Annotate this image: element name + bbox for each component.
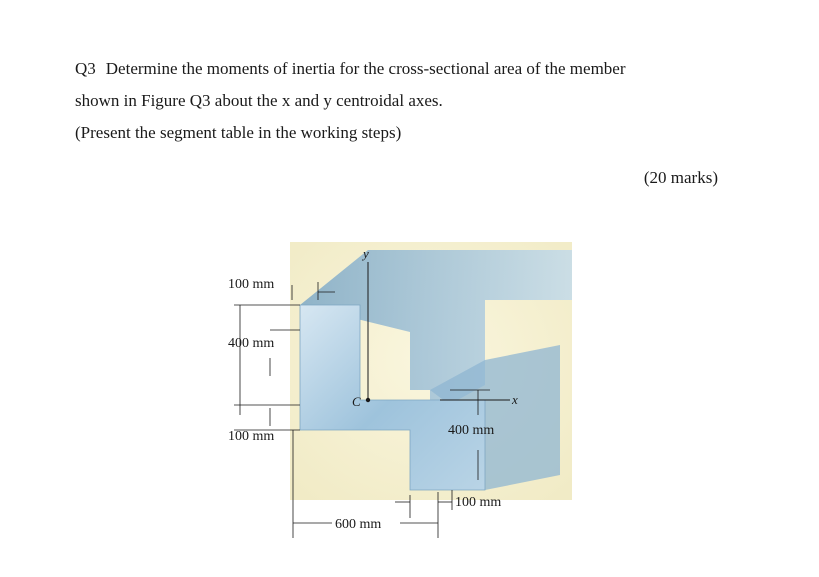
centroid-label: C xyxy=(352,394,361,409)
centroid-marker xyxy=(366,398,370,402)
question-block xyxy=(75,53,755,149)
dim-label-bottom-flange: 100 mm xyxy=(228,429,275,444)
x-axis-label: x xyxy=(512,392,518,407)
question-line-3: (Present the segment table in the working steps) xyxy=(75,123,402,142)
dim-label-width: 600 mm xyxy=(335,517,382,532)
question-line-2: shown in Figure Q3 about the x and y centroidal axes. xyxy=(75,91,443,110)
question-number: Q3 xyxy=(75,59,96,78)
marks-label: (20 marks) xyxy=(643,168,718,187)
y-axis-label: y xyxy=(363,246,369,261)
cross-section-diagram xyxy=(220,240,580,560)
question-line-1 xyxy=(75,53,755,85)
dim-label-right-thickness: 100 mm xyxy=(455,495,502,510)
figure-q3 xyxy=(220,240,580,560)
question-text-1: Determine the moments of inertia for the cross-sectional area of the member xyxy=(105,59,626,78)
dim-label-right-web: 400 mm xyxy=(448,423,495,438)
dim-label-web-height: 400 mm xyxy=(228,336,275,351)
dim-label-top-flange: 100 mm xyxy=(228,277,275,292)
